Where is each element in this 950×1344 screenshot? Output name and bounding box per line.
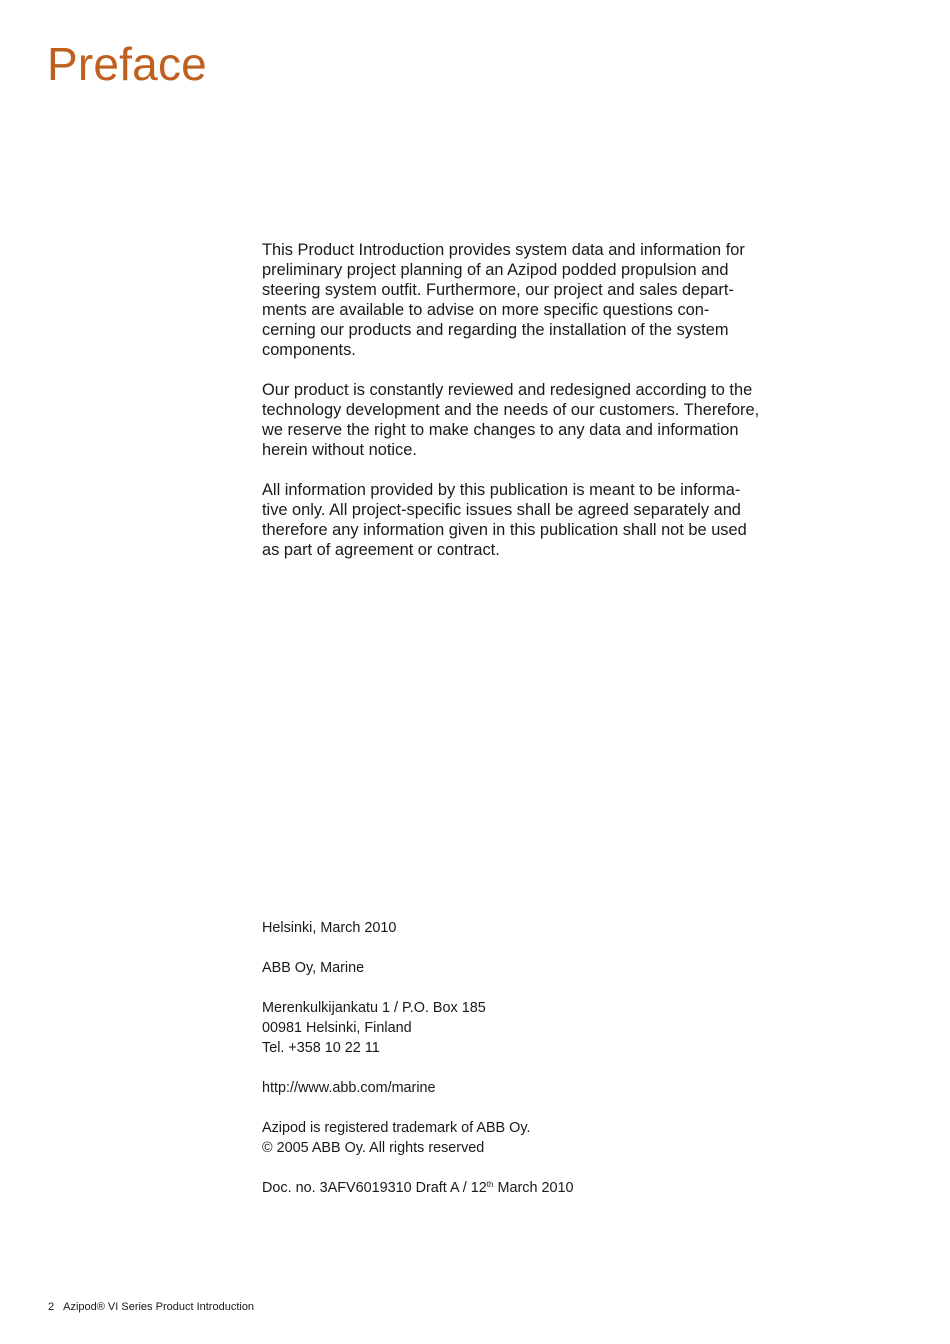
doc-prefix: Doc. no. 3AFV6019310 Draft A / 12 — [262, 1180, 487, 1196]
text-line: ments are available to advise on more specific questions con- — [262, 301, 710, 319]
text-line: technology development and the needs of our customers. Therefore, — [262, 401, 760, 419]
address-phone: Tel. +358 10 22 11 — [262, 1040, 380, 1056]
text-line: All information provided by this publication is meant to be informa- — [262, 481, 741, 499]
page-footer — [48, 1300, 254, 1314]
company — [262, 958, 762, 978]
text-line: therefore any information given in this publication shall not be used — [262, 521, 747, 539]
text-line: herein without notice. — [262, 441, 417, 459]
text-line: preliminary project planning of an Azipod podded propulsion and — [262, 261, 729, 279]
copyright-notice: © 2005 ABB Oy. All rights reserved — [262, 1140, 485, 1156]
text-line: tive only. All project-specific issues shall be agreed separately and — [262, 501, 741, 519]
document-number-text — [262, 1178, 762, 1198]
publication-title: Azipod® VI Series Product Introduction — [63, 1301, 255, 1313]
paragraph-changes — [262, 380, 822, 460]
website — [262, 1078, 762, 1098]
document-number — [262, 1178, 762, 1198]
text-line: steering system outfit. Furthermore, our project and sales depart- — [262, 281, 734, 299]
text-line: we reserve the right to make changes to any data and information — [262, 421, 739, 439]
text-line: Our product is constantly reviewed and redesigned according to the — [262, 381, 753, 399]
legal — [262, 1118, 762, 1158]
company-name: ABB Oy, Marine — [262, 960, 365, 976]
doc-suffix: March 2010 — [493, 1180, 574, 1196]
preface-body — [262, 240, 822, 580]
trademark-notice: Azipod is registered trademark of ABB Oy. — [262, 1120, 531, 1136]
page-number: 2 — [48, 1301, 55, 1313]
address-street: Merenkulkijankatu 1 / P.O. Box 185 — [262, 1000, 486, 1016]
address-city: 00981 Helsinki, Finland — [262, 1020, 412, 1036]
place-date-text: Helsinki, March 2010 — [262, 920, 397, 936]
place-date — [262, 918, 762, 938]
page-title: Preface — [47, 38, 207, 90]
text-line: components. — [262, 341, 356, 359]
text-line: cerning our products and regarding the installation of the system — [262, 321, 729, 339]
text-line: This Product Introduction provides system data and information for — [262, 241, 745, 259]
paragraph-intro — [262, 240, 822, 360]
contact-block — [262, 918, 762, 1218]
text-line: as part of agreement or contract. — [262, 541, 500, 559]
address — [262, 998, 762, 1058]
website-link[interactable]: http://www.abb.com/marine — [262, 1080, 436, 1096]
doc-ordinal-suffix: th — [486, 1180, 494, 1189]
paragraph-disclaimer — [262, 480, 822, 560]
